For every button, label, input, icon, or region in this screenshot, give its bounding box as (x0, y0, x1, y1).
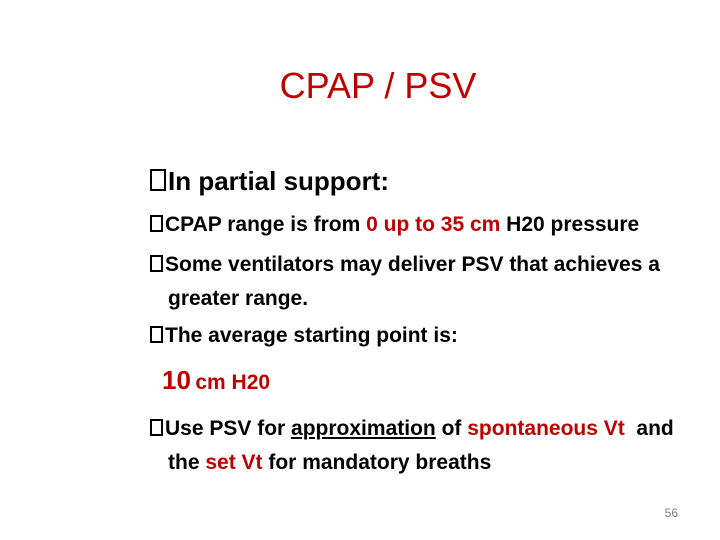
heading-bullet (150, 166, 389, 197)
bullet-cpap-range (150, 212, 639, 237)
spontaneous-vt-highlight: spontaneous Vt (467, 417, 625, 440)
bullet-box-icon (150, 215, 163, 232)
bullet-starting-point (150, 323, 458, 348)
bullet-text: Some ventilators may deliver PSV that achieves a (165, 253, 660, 276)
underlined-term: approximation (291, 417, 436, 440)
bullet-box-icon (150, 419, 163, 436)
bullet-ventilators-cont: greater range. (168, 287, 309, 310)
bullet-ventilators (150, 252, 660, 277)
bullet-text: Use PSV for (165, 417, 292, 440)
page-number: 56 (664, 506, 678, 520)
slide-title: CPAP / PSV (279, 65, 477, 106)
bullet-text: and (624, 417, 674, 440)
starting-value-number: 10 (162, 365, 191, 395)
bullet-text: CPAP range is from (165, 213, 367, 236)
bullet-text: The average starting point is: (165, 324, 458, 347)
heading-text: In partial support: (168, 166, 389, 196)
bullet-box-icon (150, 255, 163, 272)
bullet-text: of (435, 417, 468, 440)
bullet-psv-use (150, 416, 674, 441)
bullet-psv-use-cont (168, 450, 491, 475)
bullet-text: H20 pressure (500, 213, 640, 236)
set-vt-highlight: set Vt (205, 451, 263, 474)
range-highlight: 0 up to 35 cm (366, 213, 501, 236)
bullet-box-icon (150, 169, 166, 191)
bullet-box-icon (150, 326, 163, 343)
bullet-text: the (168, 451, 206, 474)
starting-value (162, 365, 270, 396)
bullet-text: for mandatory breaths (262, 451, 492, 474)
starting-value-unit: cm H20 (195, 371, 271, 394)
